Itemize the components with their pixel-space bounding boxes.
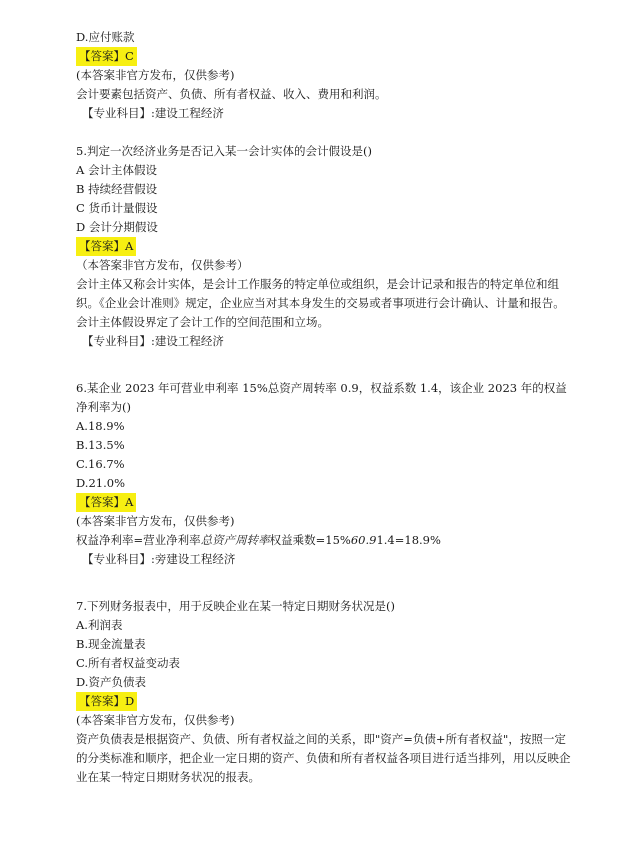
q5-option-b: B 持续经营假设	[76, 182, 158, 196]
q4-explanation: 会计要素包括资产、负债、所有者权益、收入、费用和利润。	[76, 87, 387, 101]
q5-subject: 【专业科目】:建设工程经济	[82, 334, 224, 348]
q6-option-c: C.16.7%	[76, 457, 125, 471]
q5-question: 5.判定一次经济业务是否记入某一会计实体的会计假设是()	[76, 144, 372, 158]
q4-note: (本答案非官方发布，仅供参考)	[76, 68, 235, 82]
q6-subject: 【专业科目】:旁建设工程经济	[82, 552, 236, 566]
q5-option-d: D 会计分期假设	[76, 220, 158, 234]
q4-answer: 【答案】C	[76, 47, 137, 66]
q6-answer: 【答案】A	[76, 493, 136, 512]
q6-explanation-part-2: 总资产周转率	[200, 533, 270, 547]
q6-explanation-part-5: 1.4=18.9%	[376, 533, 441, 547]
q7-option-c: C.所有者权益变动表	[76, 656, 181, 670]
q6-question: 6.某企业 2023 年可营业申利率 15%总资产周转率 0.9，权益系数 1.4，该企业 2023 年的权益净利率为()	[76, 381, 567, 414]
q5-note: （本答案非官方发布，仅供参考）	[76, 258, 249, 272]
q4-option-d: D.应付账款	[76, 30, 135, 44]
q7-option-a: A.利润表	[76, 618, 123, 632]
q6-explanation-part-1: 权益净利率=营业净利率	[76, 533, 201, 547]
q7-explanation: 资产负债表是根据资产、负债、所有者权益之间的关系，即"资产=负债+所有者权益"，按照一定的分类标准和顺序，把企业一定日期的资产、负债和所有者权益各项目进行适当排列，用以反映企业在某一特定日期财务状况的报表。	[76, 732, 571, 784]
q6-explanation-part-3: 权益乘数=15%	[269, 533, 351, 547]
q7-question: 7.下列财务报表中，用于反映企业在某一特定日期财务状况是()	[76, 599, 395, 613]
q4-subject: 【专业科目】:建设工程经济	[82, 106, 224, 120]
q6-option-d: D.21.0%	[76, 476, 125, 490]
q5-explanation: 会计主体又称会计实体，是会计工作服务的特定单位或组织，是会计记录和报告的特定单位和组织。《企业会计准则》规定，企业应当对其本身发生的交易或者事项进行会计确认、计量和报告。会计主体假设界定了会计工作的空间范围和立场。	[76, 277, 565, 329]
q6-note: (本答案非官方发布，仅供参考)	[76, 514, 235, 528]
q6-option-b: B.13.5%	[76, 438, 125, 452]
q5-answer: 【答案】A	[76, 237, 136, 256]
q5-option-c: C 货币计量假设	[76, 201, 158, 215]
q7-answer: 【答案】D	[76, 692, 137, 711]
q6-explanation-part-4: 60.9	[350, 533, 377, 547]
q7-option-d: D.资产负债表	[76, 675, 146, 689]
q5-option-a: A 会计主体假设	[76, 163, 157, 177]
q7-option-b: B.现金流量表	[76, 637, 146, 651]
q6-explanation	[76, 531, 640, 550]
q7-note: (本答案非官方发布，仅供参考)	[76, 713, 235, 727]
q6-option-a: A.18.9%	[76, 419, 125, 433]
